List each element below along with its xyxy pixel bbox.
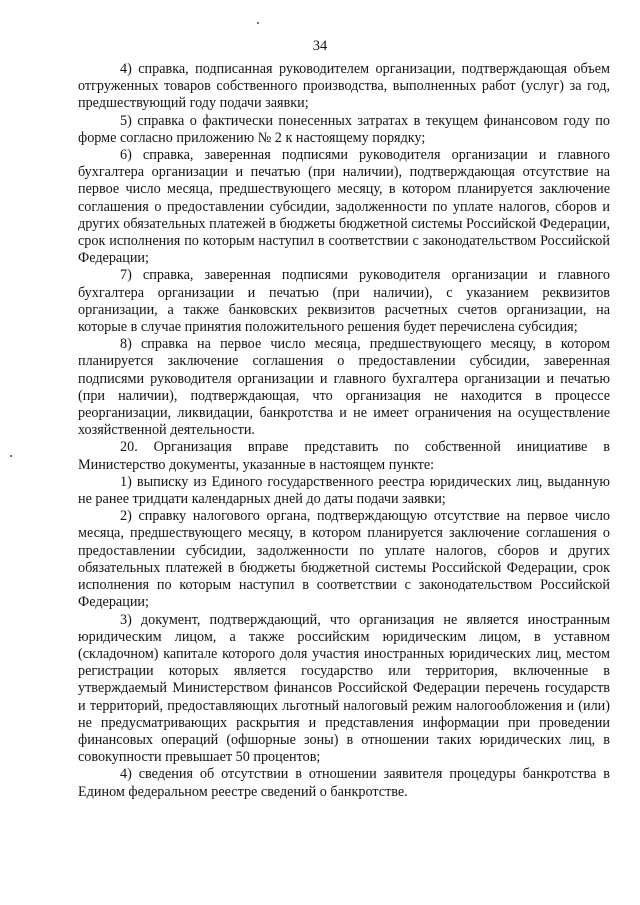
scan-speck [257, 22, 259, 24]
paragraph: 4) справка, подписанная руководителем организации, подтверждающая объем отгруженных товаров собственного производства, выполненных работ (услуг) за год, предшествующий году подачи заявки; [78, 61, 610, 112]
paragraph: 4) сведения об отсутствии в отношении заявителя процедуры банкротства в Едином федеральном реестре сведений о банкротстве. [78, 766, 610, 800]
page-number: 34 [312, 38, 328, 54]
scan-speck [10, 455, 12, 457]
paragraph: 3) документ, подтверждающий, что организация не является иностранным юридическим лицом, а также российским юридическим лицом, в уставном (складочном) капитале которого доля участия иностранных юридических лиц, местом регистрации которых является государство или территория, включенные в утверждаемый Министерством финансов Российской Федерации перечень государств и территорий, предоставляющих льготный налоговый режим налогообложения и (или) не предусматривающих раскрытия и представления информации при проведении финансовых операций (офшорные зоны) в отношении таких юридических лиц, в совокупности превышает 50 процентов; [78, 611, 610, 766]
paragraph: 2) справку налогового органа, подтверждающую отсутствие на первое число месяца, предшествующего месяцу, в котором планируется заключение соглашения о предоставлении субсидии, задолженности по уплате налогов, сборов и других обязательных платежей в бюджеты бюджетной системы Российской Федерации, срок исполнения по которым наступил в соответствии с законодательством Российской Федерации; [78, 508, 610, 611]
document-body [78, 61, 610, 801]
paragraph: 5) справка о фактически понесенных затратах в текущем финансовом году по форме согласно приложению № 2 к настоящему порядку; [78, 112, 610, 146]
paragraph: 20. Организация вправе представить по собственной инициативе в Министерство документы, указанные в настоящем пункте: [78, 439, 610, 473]
paragraph: 7) справка, заверенная подписями руководителя организации и главного бухгалтера организации и печатью (при наличии), с указанием реквизитов организации, а также банковских реквизитов расчетных счетов организации, на которые в случае принятия положительного решения будет перечислена субсидия; [78, 267, 610, 336]
paragraph: 8) справка на первое число месяца, предшествующего месяцу, в котором планируется заключение соглашения о предоставлении субсидии, заверенная подписями руководителя организации и главного бухгалтера организации и печатью (при наличии), подтверждающая, что организация не находится в процессе реорганизации, ликвидации, банкротства и не имеет ограничения на осуществление хозяйственной деятельности. [78, 336, 610, 439]
paragraph: 1) выписку из Единого государственного реестра юридических лиц, выданную не ранее тридцати календарных дней до даты подачи заявки; [78, 473, 610, 508]
paragraph: 6) справка, заверенная подписями руководителя организации и главного бухгалтера организации и печатью (при наличии), подтверждающая отсутствие на первое число месяца, предшествующего месяцу, в котором планируется заключение соглашения о предоставлении субсидии, задолженности по уплате налогов, сборов и других обязательных платежей в бюджеты бюджетной системы Российской Федерации, срок исполнения по которым наступил в соответствии с законодательством Российской Федерации; [78, 147, 611, 267]
